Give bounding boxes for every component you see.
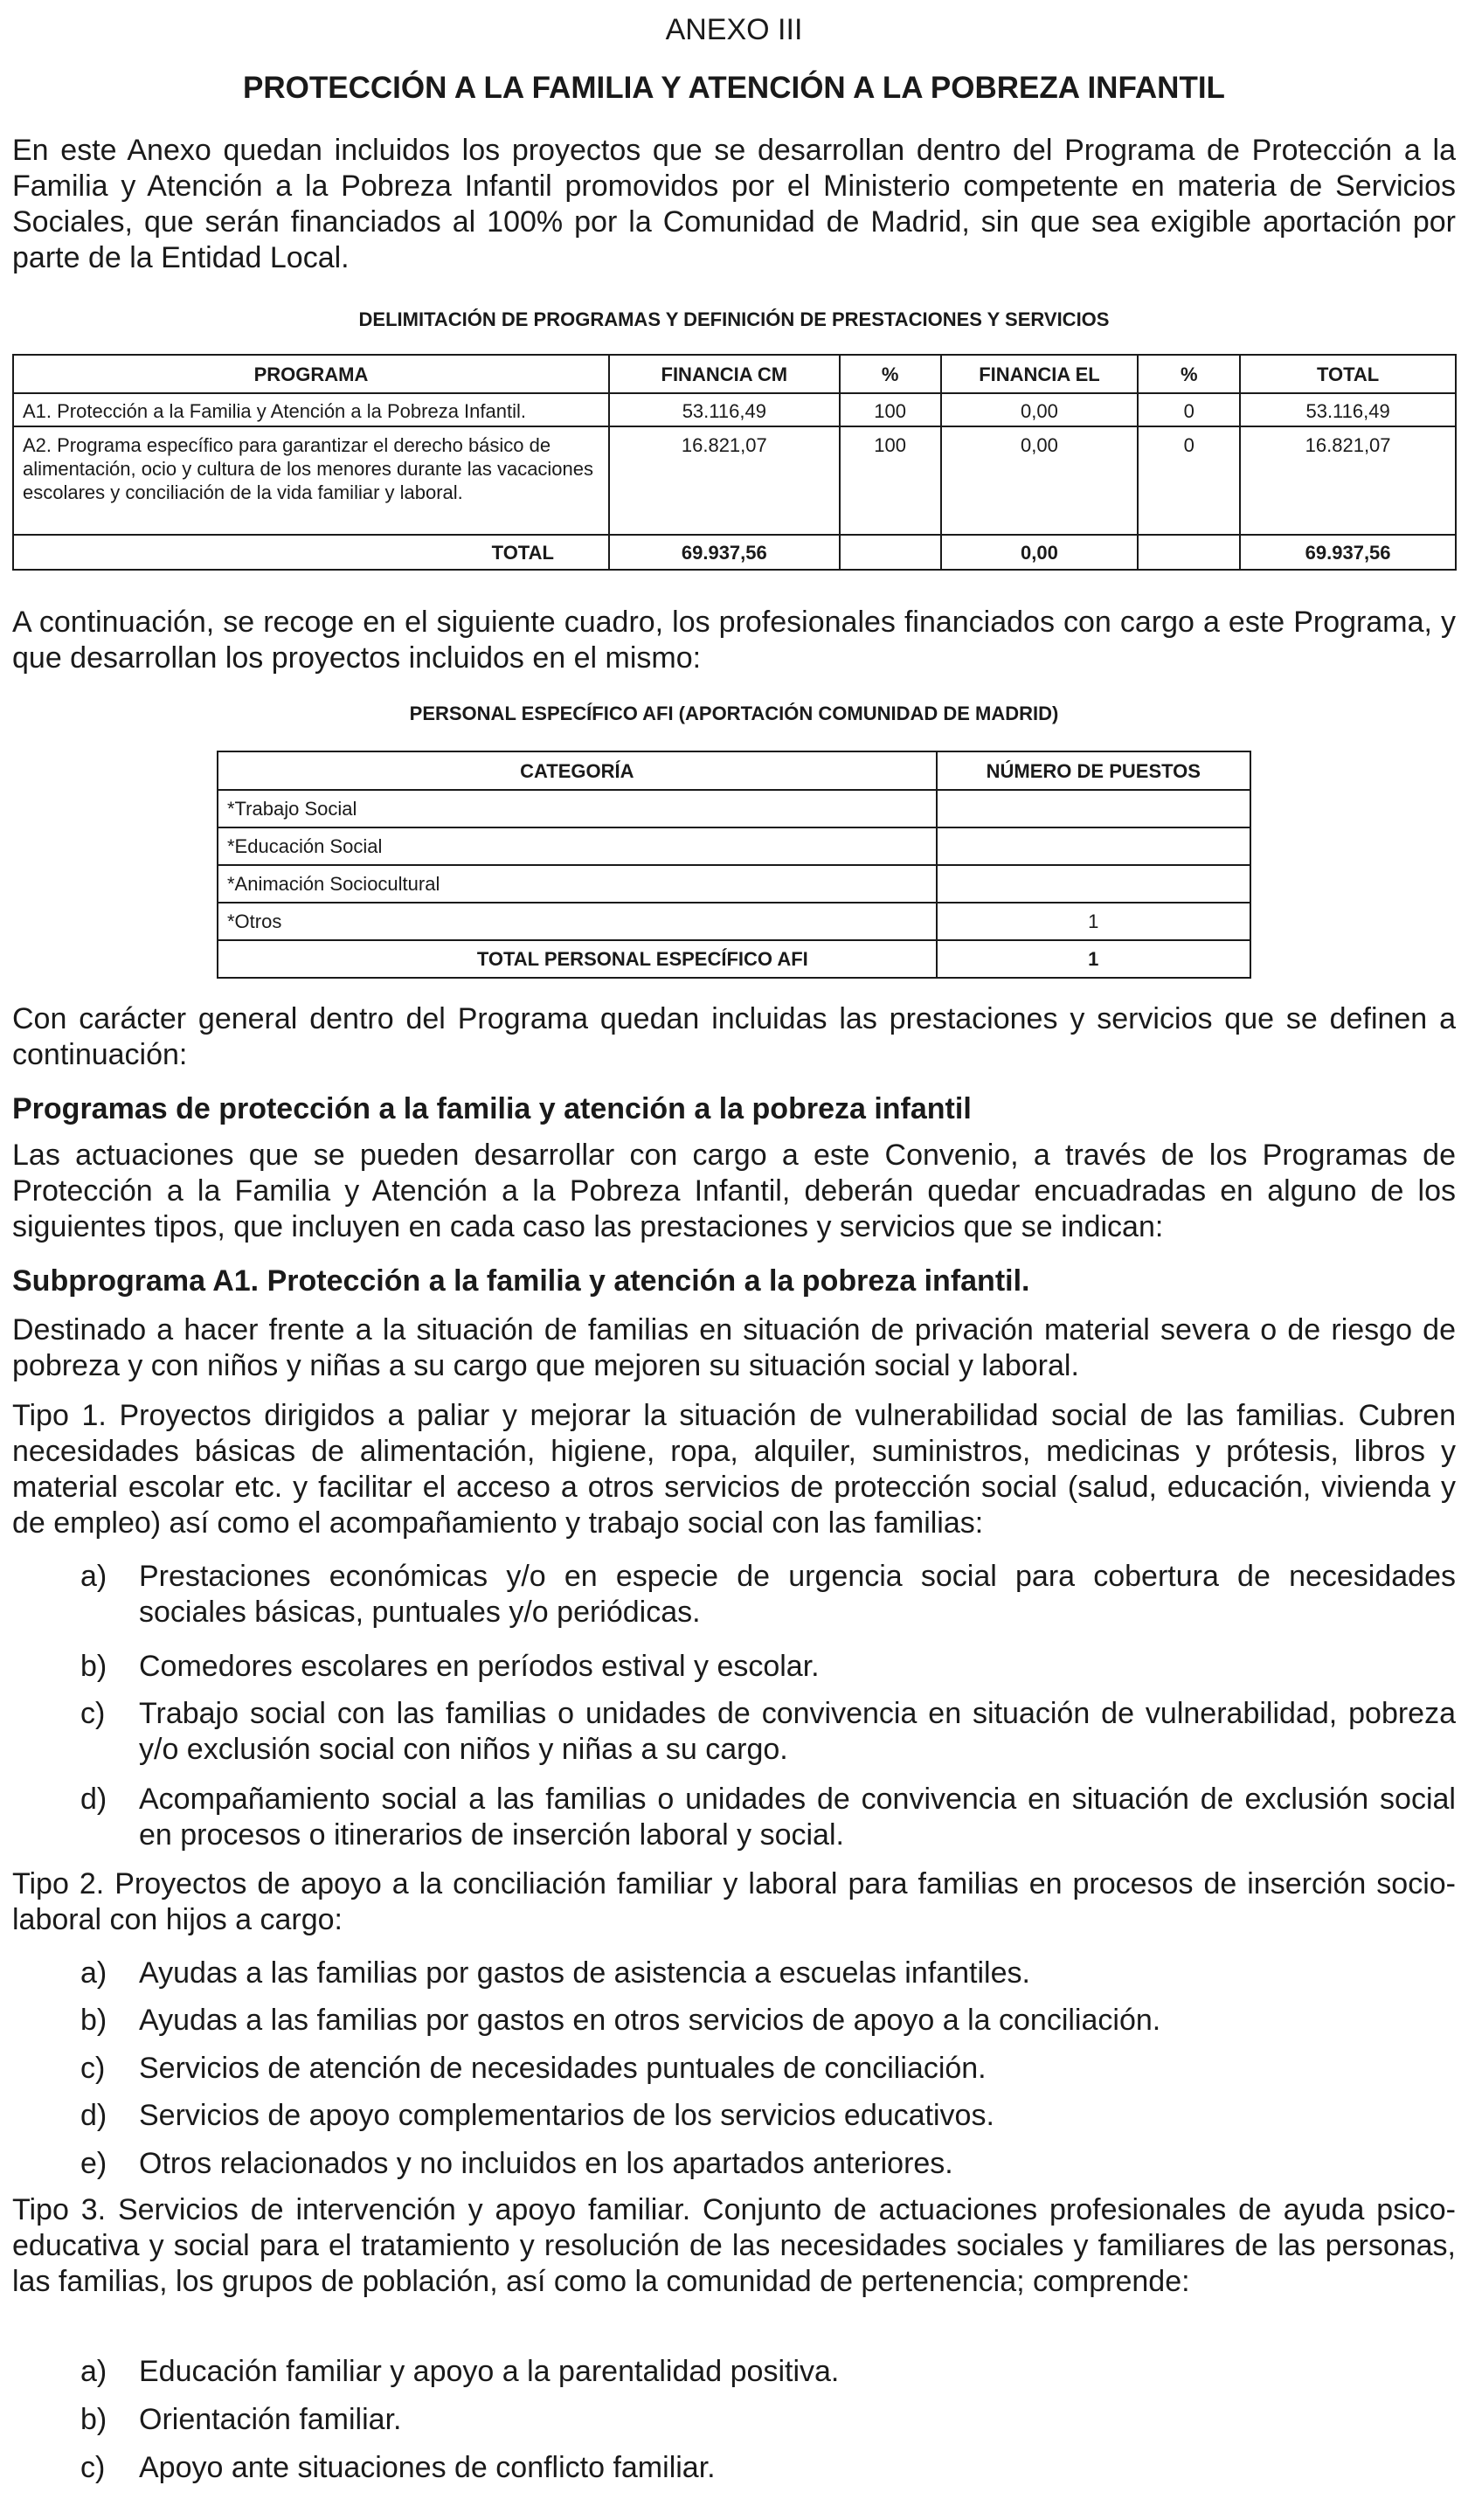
list-text: Otros relacionados y no incluidos en los apartados anteriores. <box>139 2147 953 2180</box>
table2-header-row <box>218 751 1250 790</box>
list-text: Ayudas a las familias por gastos en otros servicios de apoyo a la conciliación. <box>139 2004 1161 2037</box>
total-cell: 1 <box>937 940 1250 978</box>
document-title: PROTECCIÓN A LA FAMILIA Y ATENCIÓN A LA POBREZA INFANTIL <box>243 71 1225 105</box>
list-text: Apoyo ante situaciones de conflicto familiar. <box>139 2451 716 2484</box>
list-marker: a) <box>80 1560 107 1593</box>
table-row <box>218 903 1250 940</box>
list-marker: d) <box>80 2099 107 2132</box>
list-item <box>80 2098 1456 2135</box>
table-cell: 53.116,49 <box>609 393 840 426</box>
list-item <box>80 1956 1456 1992</box>
tipo2-paragraph: Tipo 2. Proyectos de apoyo a la conciliación familiar y laboral para familias en procesos de inserción socio-laboral con hijos a cargo: <box>12 1867 1456 1936</box>
list-marker: c) <box>80 1697 106 1730</box>
table-row <box>218 827 1250 865</box>
table1-header: FINANCIA CM <box>609 355 840 393</box>
list-text: Servicios de atención de necesidades puntuales de conciliación. <box>139 2052 987 2085</box>
list-marker: b) <box>80 2403 107 2436</box>
total-cell: 69.937,56 <box>609 535 840 570</box>
list-item <box>80 2146 1456 2183</box>
list-item <box>80 1559 1456 1632</box>
table-row <box>13 393 1456 426</box>
programs-table <box>12 354 1457 571</box>
total-label: TOTAL PERSONAL ESPECÍFICO AFI <box>218 940 937 978</box>
table1-header: FINANCIA EL <box>941 355 1139 393</box>
table-cell: 0,00 <box>941 393 1139 426</box>
total-label: TOTAL <box>13 535 609 570</box>
table1-header-row <box>13 355 1456 393</box>
list-text: Servicios de apoyo complementarios de los servicios educativos. <box>139 2099 994 2132</box>
list-marker: b) <box>80 1650 107 1683</box>
table2-caption: PERSONAL ESPECÍFICO AFI (APORTACIÓN COMUNIDAD DE MADRID) <box>409 703 1059 724</box>
table-cell <box>937 827 1250 865</box>
list-item <box>80 2450 1456 2487</box>
table-cell <box>937 790 1250 827</box>
list-marker: e) <box>80 2147 107 2180</box>
list-item <box>80 2354 1456 2391</box>
tipo1-paragraph: Tipo 1. Proyectos dirigidos a paliar y mejorar la situación de vulnerabilidad social de las familias. Cubren necesidades básicas de alimentación, higiene, ropa, alquiler, suministros, medicinas y prótesis, libros y material escolar etc. y facilitar el acceso a otros servicios de protección social (salud, educación, vivienda y de empleo) así como el acompañamiento y trabajo social con las familias: <box>12 1399 1456 1540</box>
list-item <box>80 2051 1456 2087</box>
table2-header: NÚMERO DE PUESTOS <box>937 751 1250 790</box>
list-marker: a) <box>80 2355 107 2388</box>
table-cell: 16.821,07 <box>1240 426 1456 535</box>
table-cell: 0,00 <box>941 426 1139 535</box>
list-marker: a) <box>80 1956 107 1990</box>
subprogram-paragraph: Destinado a hacer frente a la situación de familias en situación de privación material severa o de riesgo de pobreza y con niños y niñas a su cargo que mejoren su situación social y laboral. <box>12 1313 1456 1382</box>
table-cell: 53.116,49 <box>1240 393 1456 426</box>
table-cell: 0 <box>1138 393 1240 426</box>
subprogram-heading: Subprograma A1. Protección a la familia y atención a la pobreza infantil. <box>12 1264 1030 1298</box>
total-cell <box>1138 535 1240 570</box>
table2-total-row <box>218 940 1250 978</box>
intro-paragraph: En este Anexo quedan incluidos los proyectos que se desarrollan dentro del Programa de Protección a la Familia y Atención a la Pobreza Infantil promovidos por el Ministerio competente en materia de Servicios Sociales, que serán financiados al 100% por la Comunidad de Madrid, sin que sea exigible aportación por parte de la Entidad Local. <box>12 134 1456 274</box>
table-cell: 0 <box>1138 426 1240 535</box>
staff-intro-paragraph: A continuación, se recoge en el siguiente cuadro, los profesionales financiados con cargo a este Programa, y que desarrollan los proyectos incluidos en el mismo: <box>12 606 1456 675</box>
annex-label: ANEXO III <box>665 13 803 46</box>
list-text: Acompañamiento social a las familias o unidades de convivencia en situación de exclusión social en procesos o itinerarios de inserción laboral y social. <box>139 1783 1456 1852</box>
table-cell: 1 <box>937 903 1250 940</box>
list-item <box>80 1782 1456 1855</box>
table1-header: % <box>1138 355 1240 393</box>
total-cell <box>840 535 941 570</box>
table-cell: *Trabajo Social <box>218 790 937 827</box>
section-heading: Programas de protección a la familia y atención a la pobreza infantil <box>12 1092 972 1125</box>
table-cell: 100 <box>840 426 941 535</box>
table-cell: 16.821,07 <box>609 426 840 535</box>
table1-header: PROGRAMA <box>13 355 609 393</box>
table1-caption: DELIMITACIÓN DE PROGRAMAS Y DEFINICIÓN DE PRESTACIONES Y SERVICIOS <box>358 308 1110 330</box>
list-text: Orientación familiar. <box>139 2403 402 2436</box>
list-item <box>80 1696 1456 1769</box>
list-text: Trabajo social con las familias o unidades de convivencia en situación de vulnerabilidad, pobreza y/o exclusión social con niños y niñas a su cargo. <box>139 1697 1456 1766</box>
actions-paragraph: Las actuaciones que se pueden desarrollar con cargo a este Convenio, a través de los Programas de Protección a la Familia y Atención a la Pobreza Infantil, deberán quedar encuadradas en alguno de los siguientes tipos, que incluyen en cada caso las prestaciones y servicios que se indican: <box>12 1139 1456 1243</box>
table-cell: *Animación Sociocultural <box>218 865 937 903</box>
table2-header: CATEGORÍA <box>218 751 937 790</box>
list-item <box>80 2402 1456 2439</box>
table-cell: *Educación Social <box>218 827 937 865</box>
list-text: Comedores escolares en períodos estival y escolar. <box>139 1650 820 1683</box>
list-text: Ayudas a las familias por gastos de asistencia a escuelas infantiles. <box>139 1956 1030 1990</box>
tipo3-paragraph: Tipo 3. Servicios de intervención y apoyo familiar. Conjunto de actuaciones profesionales de ayuda psico-educativa y social para el tratamiento y resolución de las necesidades sociales y familiares de las personas, las familias, los grupos de población, así como la comunidad de pertenencia; comprende: <box>12 2193 1456 2298</box>
table-cell <box>937 865 1250 903</box>
table-row <box>13 426 1456 535</box>
table-cell: 100 <box>840 393 941 426</box>
list-item <box>80 2003 1456 2039</box>
table-row <box>218 865 1250 903</box>
general-paragraph: Con carácter general dentro del Programa quedan incluidas las prestaciones y servicios que se definen a continuación: <box>12 1002 1456 1071</box>
table-row <box>218 790 1250 827</box>
list-marker: b) <box>80 2004 107 2037</box>
list-text: Prestaciones económicas y/o en especie de urgencia social para cobertura de necesidades sociales básicas, puntuales y/o periódicas. <box>139 1560 1456 1629</box>
staff-table <box>217 751 1251 979</box>
list-marker: c) <box>80 2451 106 2484</box>
table1-total-row <box>13 535 1456 570</box>
table1-header: % <box>840 355 941 393</box>
total-cell: 0,00 <box>941 535 1139 570</box>
table1-header: TOTAL <box>1240 355 1456 393</box>
total-cell: 69.937,56 <box>1240 535 1456 570</box>
list-marker: c) <box>80 2052 106 2085</box>
table-cell: A1. Protección a la Familia y Atención a la Pobreza Infantil. <box>13 393 609 426</box>
table-cell: A2. Programa específico para garantizar el derecho básico de alimentación, ocio y cultura de los menores durante las vacaciones escolares y conciliación de la vida familiar y laboral. <box>13 426 609 535</box>
table-cell: *Otros <box>218 903 937 940</box>
list-text: Educación familiar y apoyo a la parentalidad positiva. <box>139 2355 840 2388</box>
list-marker: d) <box>80 1783 107 1816</box>
list-item <box>80 1649 1456 1686</box>
